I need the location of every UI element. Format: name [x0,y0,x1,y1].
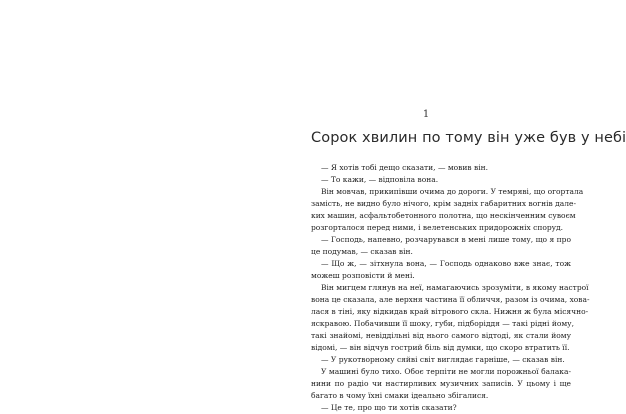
text-line: такі знайомі, невіддільні від нього самого відтоді, як стали йому [311,331,571,340]
left-page [0,0,290,400]
text-line: розгорталося перед ними, і велетенських придорожніх споруд. [311,223,564,232]
text-line: ких машин, асфальтобетонного полотна, що нескінченним сувоєм [311,211,576,220]
text-line: відомі, — він відчув гострий біль від думки, що скоро втратить її. [311,343,570,352]
chapter-title: Сорок хвилин по тому він уже був у небі [311,130,626,146]
text-line: вона це сказала, але верхня частина її обличчя, разом із очима, хова- [311,295,590,304]
text-line: У машині було тихо. Обоє терпіти не могли порожньої балака- [321,367,571,376]
text-line: — Господь, напевно, розчарувався в мені лише тому, що я про [321,235,571,244]
text-line: — Що ж, — зітхнула вона, — Господь однаково вже знає, тож [321,259,571,268]
text-line: — Я хотів тобі дещо сказати, — мовив він. [321,163,489,172]
text-line: замість, не видно було нічого, крім задніх габаритних вогнів дале- [311,199,576,208]
chapter-body [311,162,590,414]
text-line: багато в чому їхні смаки ідеально збігалися. [311,391,489,400]
text-line: Він мигцем глянув на неї, намагаючись зрозуміти, в якому настрої [321,283,589,292]
text-line: лася в тіні, яку відкидав край вітрового скла. Нижня ж була місячно- [311,307,589,316]
text-line: — Це те, про що ти хотів сказати? [321,403,457,412]
text-line: можеш розповісти й мені. [311,271,415,280]
text-line: яскравою. Побачивши її шоку, губи, підборіддя — такі рідні йому, [311,319,574,328]
chapter-number: 1 [422,109,430,120]
right-page [290,0,626,412]
text-line: — У рукотворному сяйві світ виглядає гарніше, — сказав він. [321,355,565,364]
text-line: Він мовчав, прикипівши очима до дороги. У темряві, що огортала [321,187,584,196]
text-line: це подумав, — сказав він. [311,247,413,256]
text-line: нини по радіо чи настирливих музичних записів. У цьому і ще [311,379,571,388]
text-line: — То кажи, — відповіла вона. [321,175,439,184]
